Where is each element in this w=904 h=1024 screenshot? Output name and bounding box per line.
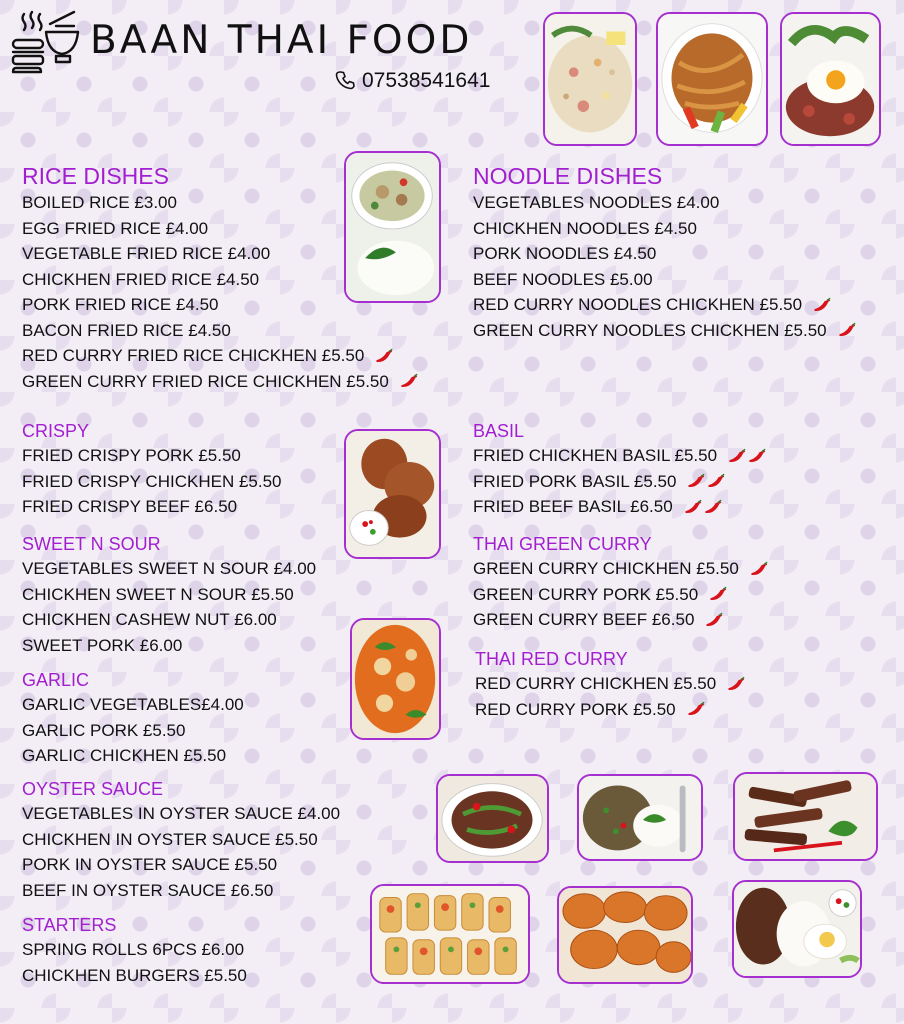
menu-item (475, 671, 746, 697)
section-title: CRISPY (22, 421, 90, 441)
section-title: THAI GREEN CURRY (473, 534, 652, 554)
crispy-pork-strips-photo (733, 772, 878, 861)
menu-item-label: PORK FRIED RICE £4.50 (22, 295, 219, 314)
item-list (22, 556, 316, 658)
menu-item (475, 697, 746, 723)
item-list (22, 692, 244, 769)
menu-item-label: EGG FRIED RICE £4.00 (22, 218, 209, 238)
menu-item-label: RED CURRY NOODLES CHICKHEN £5.50 (473, 295, 803, 314)
menu-item (473, 292, 857, 318)
menu-item-label: GARLIC PORK £5.50 (22, 720, 186, 740)
menu-item (22, 633, 316, 659)
menu-item-label: GREEN CURRY NOODLES CHICKHEN £5.50 (473, 320, 827, 340)
section-title: RICE DISHES (22, 163, 169, 189)
logo-cooking-icon (10, 6, 82, 78)
menu-item-label: GREEN CURRY PORK £5.50 (473, 584, 699, 604)
item-list (473, 556, 769, 633)
menu-item (473, 241, 857, 267)
menu-item (22, 582, 316, 608)
menu-item (473, 190, 857, 216)
section-title: STARTERS (22, 915, 117, 935)
chili-spicy-icon (708, 585, 728, 603)
menu-item (22, 443, 281, 469)
section-title: THAI RED CURRY (475, 649, 628, 669)
chili-spicy-icon (374, 347, 394, 365)
red-curry-chicken-photo (350, 618, 441, 740)
menu-item (473, 216, 857, 242)
section-title: GARLIC (22, 670, 90, 690)
sweet-n-sour-section (22, 532, 316, 658)
menu-item-label: FRIED BEEF BASIL £6.50 (473, 497, 673, 516)
menu-item (473, 607, 769, 633)
menu-item (473, 582, 769, 608)
chili-spicy-icon (726, 675, 746, 693)
menu-item-label: BEEF NOODLES £5.00 (473, 269, 653, 289)
menu-item-label: BACON FRIED RICE £4.50 (22, 320, 231, 340)
menu-item (22, 692, 244, 718)
menu-item-label: FRIED CRISPY BEEF £6.50 (22, 497, 238, 516)
item-list (475, 671, 746, 722)
menu-item-label: FRIED CHICKHEN BASIL £5.50 (473, 446, 718, 465)
menu-item-label: PORK NOODLES £4.50 (473, 244, 657, 263)
menu-item-label: PORK IN OYSTER SAUCE £5.50 (22, 855, 278, 874)
menu-item-label: FRIED PORK BASIL £5.50 (473, 471, 677, 491)
menu-item (22, 469, 281, 495)
item-list (22, 801, 340, 903)
menu-item (22, 343, 419, 369)
chili-spicy-icon (727, 447, 767, 465)
chili-spicy-icon (749, 560, 769, 578)
restaurant-title: BAAN THAI FOOD (90, 18, 473, 63)
section-title: OYSTER SAUCE (22, 779, 164, 799)
green-curry-rice-photo (344, 151, 441, 303)
menu-item (22, 318, 419, 344)
menu-item-label: GARLIC VEGETABLES£4.00 (22, 695, 244, 714)
menu-item-label: GREEN CURRY BEEF £6.50 (473, 610, 695, 629)
menu-item-label: SPRING ROLLS 6PCS £6.00 (22, 940, 245, 959)
item-list (22, 443, 281, 520)
menu-item (22, 556, 316, 582)
spring-rolls-photo (370, 884, 530, 984)
menu-item-label: FRIED CRISPY PORK £5.50 (22, 446, 241, 465)
menu-item (473, 556, 769, 582)
chili-spicy-icon (399, 372, 419, 390)
item-list (22, 937, 247, 988)
basil-egg-rice-photo (780, 12, 881, 146)
crispy-section (22, 419, 281, 520)
menu-item-label: VEGETABLES SWEET N SOUR £4.00 (22, 559, 317, 578)
menu-item-label: BEEF IN OYSTER SAUCE £6.50 (22, 880, 274, 900)
menu-item-label: GARLIC CHICKHEN £5.50 (22, 746, 227, 765)
chili-spicy-icon (812, 296, 832, 314)
stir-fry-noodles-photo (656, 12, 768, 146)
menu-item-label: CHICKHEN SWEET N SOUR £5.50 (22, 584, 294, 604)
menu-item (22, 494, 281, 520)
section-title: BASIL (473, 421, 525, 441)
menu-item (473, 443, 767, 469)
beef-rice-egg-photo (732, 880, 862, 978)
thai-red-curry-section (475, 647, 746, 722)
chili-spicy-icon (683, 498, 723, 516)
menu-item-label: SWEET PORK £6.00 (22, 635, 183, 655)
menu-item (473, 494, 767, 520)
menu-item (473, 469, 767, 495)
chili-spicy-icon (686, 472, 726, 490)
menu-item-label: FRIED CRISPY CHICKHEN £5.50 (22, 471, 282, 491)
menu-item (22, 827, 340, 853)
thai-green-curry-section (473, 532, 769, 633)
menu-item (473, 318, 857, 344)
chili-spicy-icon (704, 611, 724, 629)
chili-spicy-icon (837, 321, 857, 339)
menu-item-label: GREEN CURRY CHICKHEN £5.50 (473, 559, 739, 578)
basil-mince-rice-photo (577, 774, 703, 861)
menu-item-label: RED CURRY FRIED RICE CHICKHEN £5.50 (22, 346, 365, 365)
menu-item (473, 267, 857, 293)
phone-icon (334, 69, 358, 93)
menu-item (22, 718, 244, 744)
chili-spicy-icon (686, 700, 706, 718)
menu-item-label: VEGETABLES IN OYSTER SAUCE £4.00 (22, 804, 341, 823)
section-title: NOODLE DISHES (473, 163, 663, 189)
phone-contact[interactable] (334, 69, 490, 93)
crispy-chicken-photo (344, 429, 441, 559)
item-list (473, 190, 857, 343)
oyster-sauce-section (22, 777, 340, 903)
noodle-dishes-section (473, 162, 857, 343)
starters-section (22, 913, 247, 988)
menu-item-label: CHICKHEN IN OYSTER SAUCE £5.50 (22, 829, 318, 849)
menu-item (22, 369, 419, 395)
section-title: SWEET N SOUR (22, 534, 161, 554)
menu-item-label: CHICKHEN FRIED RICE £4.50 (22, 269, 260, 289)
menu-item-label: CHICKHEN CASHEW NUT £6.00 (22, 610, 277, 629)
menu-item (22, 937, 247, 963)
menu-item (22, 878, 340, 904)
menu-item-label: BOILED RICE £3.00 (22, 193, 177, 212)
menu-item-label: RED CURRY CHICKHEN £5.50 (475, 674, 717, 693)
garlic-section (22, 668, 244, 769)
fish-cakes-photo (557, 886, 693, 984)
beef-vegetables-photo (436, 774, 549, 863)
fried-rice-photo (543, 12, 637, 146)
menu-item-label: CHICKHEN NOODLES £4.50 (473, 218, 697, 238)
menu-item (22, 801, 340, 827)
menu-item-label: VEGETABLES NOODLES £4.00 (473, 193, 720, 212)
menu-item (22, 852, 340, 878)
menu-item-label: RED CURRY PORK £5.50 (475, 699, 676, 719)
item-list (473, 443, 767, 520)
phone-number: 07538541641 (362, 69, 491, 92)
menu-item (22, 743, 244, 769)
menu-item (22, 607, 316, 633)
menu-item-label: GREEN CURRY FRIED RICE CHICKHEN £5.50 (22, 371, 389, 391)
basil-section (473, 419, 767, 520)
menu-item-label: VEGETABLE FRIED RICE £4.00 (22, 244, 271, 263)
menu-item-label: CHICKHEN BURGERS £5.50 (22, 965, 247, 985)
menu-item (22, 963, 247, 989)
